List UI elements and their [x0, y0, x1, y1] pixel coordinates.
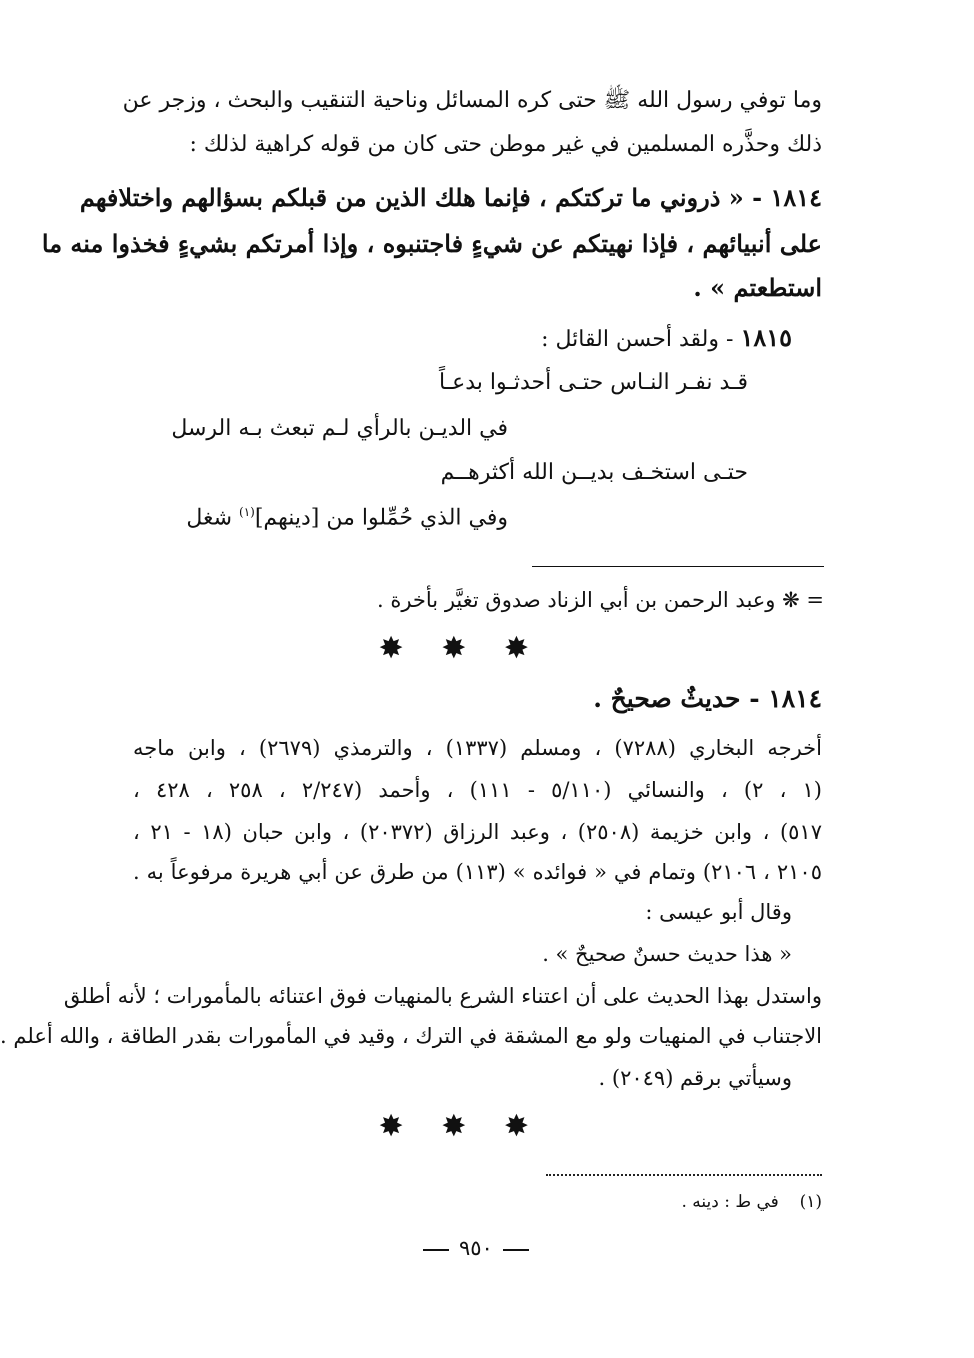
poem-verse-2-second-hemistich	[186, 506, 508, 529]
takhrij-line-3: ٥١٧) ، وابن خزيمة (٢٥٠٨) ، وعبد الرزاق (٢٠٣٧٢) ، وابن حبان (١٨ - ٢١ ،	[133, 820, 822, 844]
page-number-dash-right	[503, 1249, 529, 1251]
item-1815-number: ١٨١٥	[740, 323, 792, 352]
tirmidhi-intro: وقال أبو عيسى :	[645, 900, 792, 924]
istidlal-line-2: الاجتناب في المنهيات ولو مع المشقة في الترك ، وقيد في المأمورات بقدر الطاقة ، والله أعلم .	[0, 1024, 822, 1048]
takhrij-line-1: أخرجه البخاري (٧٢٨٨) ، ومسلم (١٣٣٧) ، والترمذي (٢٦٧٩) ، وابن ماجه	[133, 736, 822, 760]
section-separator-stars: ✸ ✸ ✸	[378, 631, 543, 666]
note-continuation: = ❋ وعبد الرحمن بن أبي الزناد صدوق تغيَّر بأخرة .	[376, 588, 824, 612]
footnote-marker: (١)	[799, 1192, 822, 1212]
commentary-heading: ١٨١٤ - حديثٌ صحيحٌ .	[593, 684, 822, 713]
takhrij-line-2: (١ ، ٢) ، والنسائي (٥/١١٠ - ١١١) ، وأحمد (٢/٢٤٧ ، ٢٥٨ ، ٤٢٨ ،	[133, 778, 822, 802]
hadith-1814-line-1: ١٨١٤ - « ذروني ما تركتكم ، فإنما هلك الذين من قبلكم بسؤالهم واختلافهم	[79, 183, 822, 212]
note-separator-rule	[532, 566, 824, 567]
takhrij-line-4: ٢١٠٥ ، ٢١٠٦) وتمام في « فوائده » (١١٣) من طرق عن أبي هريرة مرفوعاً به .	[133, 860, 822, 884]
poem-verse-1-first-hemistich: قـد نفـر النـاس حتـى أحدثـوا بدعـاً	[438, 370, 748, 395]
footnote	[681, 1194, 822, 1211]
footnote-rule	[546, 1174, 822, 1176]
intro-line-2: ذلك وحذَّره المسلمين في غير موطن حتى كان من قوله كراهية لذلك :	[189, 132, 822, 157]
poem-verse-1-second-hemistich: في الديـن بالرأي لـم تبعث بـه الرسل	[171, 416, 508, 441]
poem-verse-2-first-hemistich: حتـى استخـف بديــن الله أكثرهــم	[440, 460, 748, 485]
end-separator-stars: ✸ ✸ ✸	[378, 1109, 543, 1144]
footnote-text: في ط : دينه .	[681, 1192, 779, 1212]
tirmidhi-quote: « هذا حديث حسنٌ صحيحٌ » .	[542, 942, 792, 966]
poem-verse-2-ending: شغل	[186, 505, 240, 531]
item-1815-intro: - ولقد أحسن القائل :	[541, 327, 734, 352]
page-number	[413, 1238, 539, 1259]
page-number-dash-left	[423, 1249, 449, 1251]
footnote-reference: (١)	[239, 505, 255, 519]
hadith-1814-line-3: استطعتم » .	[693, 273, 822, 302]
poem-verse-2-text: وفي الذي حُمِّلوا من [دينهم]	[254, 505, 508, 531]
item-1815	[541, 323, 792, 352]
intro-line-1: وما توفي رسول الله ﷺ حتى كره المسائل وناحية التنقيب والبحث ، وزجر عن	[122, 88, 822, 113]
hadith-1814-line-2: على أنبيائهم ، فإذا نهيتكم عن شيءٍ فاجتنبوه ، وإذا أمرتكم بشيءٍ فخذوا منه ما	[41, 229, 822, 258]
istidlal-line-1: واستدل بهذا الحديث على أن اعتناء الشرع بالمنهيات فوق اعتنائه بالمأمورات ؛ لأنه أطلق	[63, 984, 822, 1008]
page-number-value: ٩٥٠	[459, 1236, 493, 1260]
see-also-reference: وسيأتي برقم (٢٠٤٩) .	[598, 1066, 792, 1090]
